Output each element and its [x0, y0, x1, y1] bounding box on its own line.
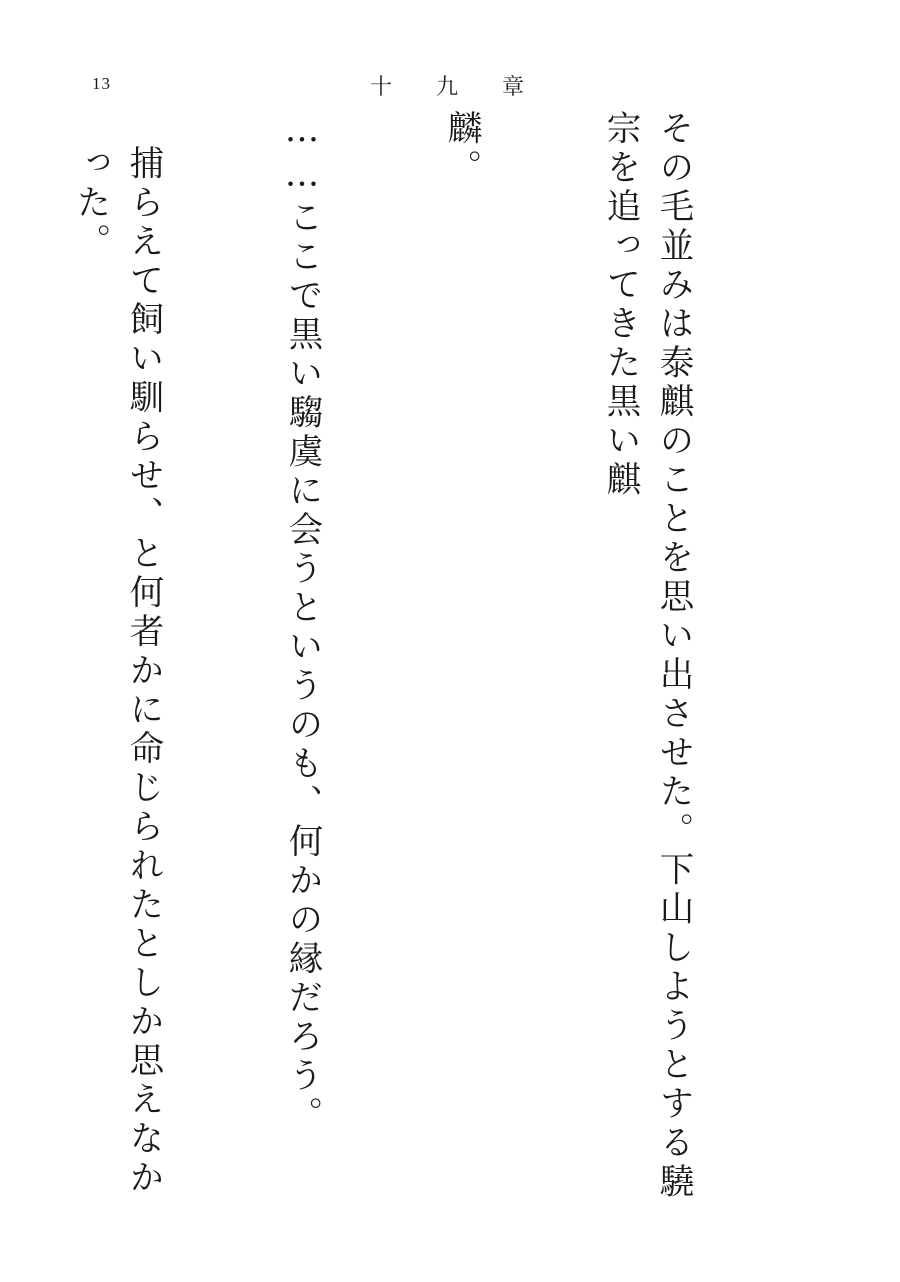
- text-line-2: 麟。: [441, 110, 481, 188]
- text-line-1: その毛並みは泰麒のことを思い出させた。下山しようとする驍宗を追ってきた黒い麒: [600, 110, 693, 1202]
- page-number: 13: [92, 74, 111, 93]
- text-line-4: 捕らえて飼い馴らせ、と何者かに命じられたとしか思えなかった。: [70, 145, 163, 1198]
- text-line-3: ……ここで黒い騶虞に会うというのも、何かの縁だろう。: [282, 110, 322, 1135]
- chapter-title: 十九章: [370, 75, 569, 100]
- body-text: [70, 110, 805, 1220]
